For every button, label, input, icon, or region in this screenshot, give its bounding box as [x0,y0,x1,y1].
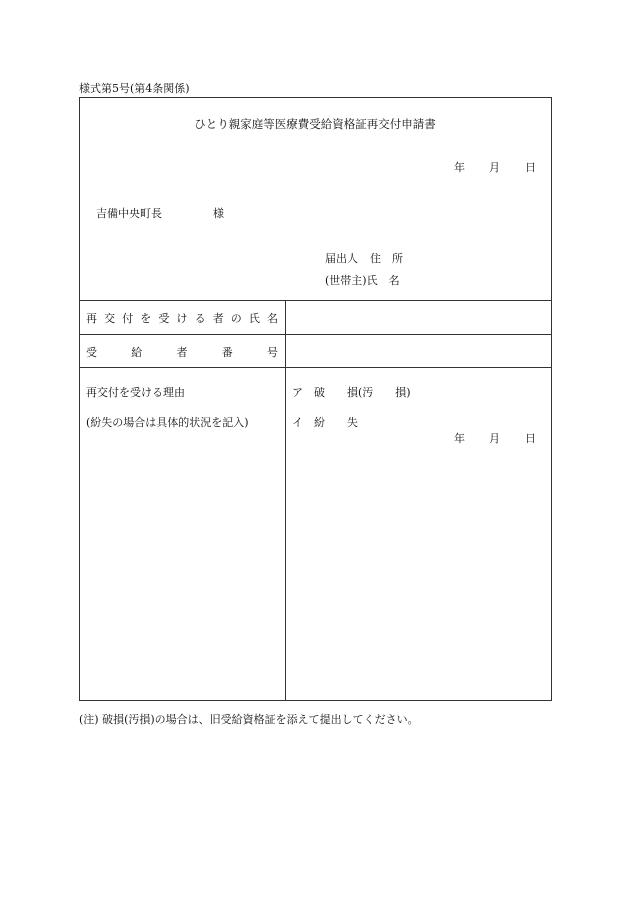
reason-date-day-label: 日 [525,432,536,445]
option-i-text: 紛 失 [314,416,358,429]
date-year-label: 年 [454,161,465,174]
date-day-label: 日 [525,161,536,174]
reissue-recipient-name-label: 再交付を受ける者の氏名 [86,312,278,325]
applicant-label: 届出人 [325,252,358,265]
form-title: ひとり親家庭等医療費受給資格証再交付申請書 [194,117,436,131]
option-a-marker: ア [292,386,303,399]
recipient-number-label: 受給者番号 [86,346,278,359]
option-i-marker: イ [292,416,303,429]
reason-note: (紛失の場合は具体的状況を記入) [86,416,249,429]
divider-line [79,367,552,368]
recipient-number-field[interactable] [286,335,551,366]
addressee-name: 吉備中央町長 [96,207,162,220]
addressee-honorific: 様 [213,207,224,220]
date-month-label: 月 [489,161,500,174]
reason-date-year-label: 年 [454,432,465,445]
reason-detail-area[interactable] [286,450,551,700]
address-label: 住 所 [370,252,403,265]
householder-name-label: (世帯主)氏 名 [325,274,400,287]
footnote: (注) 破損(汚損)の場合は、旧受給資格証を添えて提出してください。 [79,713,419,726]
recipient-name-field[interactable] [286,301,551,333]
form-number-label: 様式第5号(第4条関係) [79,82,190,95]
reason-label: 再交付を受ける理由 [86,386,185,399]
reason-date-month-label: 月 [489,432,500,445]
option-a-text: 破 損(汚 損) [314,386,411,399]
